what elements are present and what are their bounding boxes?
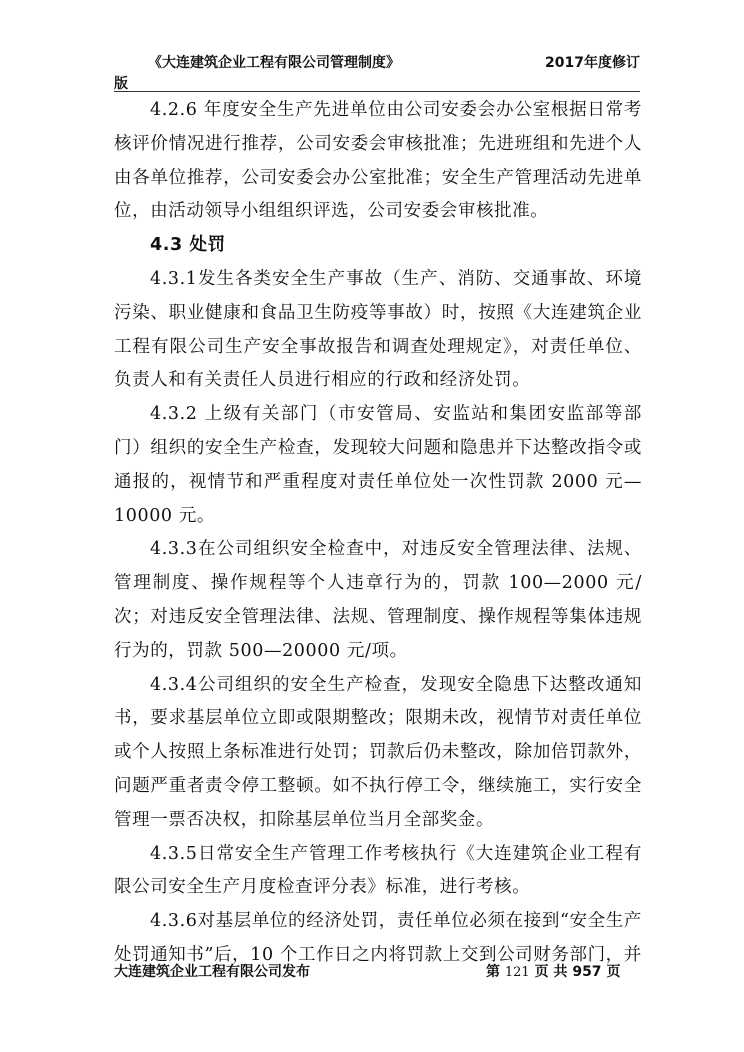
page-prefix: 第 (486, 964, 500, 980)
edition-label: 2017年度修订 (545, 55, 640, 71)
section-heading-4-3: 4.3 处罚 (150, 235, 226, 256)
page-body (114, 94, 642, 973)
paragraph-4-2-6: 4.2.6 年度安全生产先进单位由公司安委会办公室根据日常考核评价情况进行推荐，公司安委会审核批准；先进班组和先进个人由各单位推荐，公司安委会办公室批准；安全生产管理活动先进单位，由活动领导小组组织评选，公司安委会审核批准。 (114, 100, 642, 222)
publisher-label: 大连建筑企业工程有限公司发布 (114, 964, 310, 980)
paragraph-4-3-2: 4.3.2 上级有关部门（市安管局、安监站和集团安监部等部门）组织的安全生产检查，发现较大问题和隐患并下达整改指令或通报的，视情节和严重程度对责任单位处一次性罚款 2000 元—10000 元。 (114, 404, 642, 526)
header-rule (114, 91, 640, 92)
page-number: 121 (504, 965, 530, 980)
page-counter (486, 961, 620, 981)
edition-label-wrap: 版 (114, 76, 128, 92)
page-mid: 页 共 (534, 964, 568, 980)
total-pages: 957 (572, 964, 602, 980)
paragraph-4-3-3: 4.3.3在公司组织安全检查中，对违反安全管理法律、法规、管理制度、操作规程等个人违章行为的，罚款 100—2000 元/次；对违反安全管理法律、法规、管理制度、操作规程等集体违规行为的，罚款 500—20000 元/项。 (114, 539, 642, 661)
paragraph-4-3-1: 4.3.1发生各类安全生产事故（生产、消防、交通事故、环境污染、职业健康和食品卫生防疫等事故）时，按照《大连建筑企业工程有限公司生产安全事故报告和调查处理规定》，对责任单位、负责人和有关责任人员进行相应的行政和经济处罚。 (114, 268, 642, 391)
document-title: 《大连建筑企业工程有限公司管理制度》 (148, 55, 400, 71)
paragraph-4-3-5: 4.3.5日常安全生产管理工作考核执行《大连建筑企业工程有限公司安全生产月度检查评分表》标准，进行考核。 (114, 843, 642, 898)
page-suffix: 页 (606, 964, 621, 980)
paragraph-4-3-6: 4.3.6对基层单位的经济处罚，责任单位必须在接到“安全生产处罚通知书”后，10 个工作日之内将罚款上交到公司财务部门，并 (114, 911, 642, 965)
paragraph-4-3-4: 4.3.4公司组织的安全生产检查，发现安全隐患下达整改通知书，要求基层单位立即或限期整改；限期未改，视情节对责任单位或个人按照上条标准进行处罚；罚款后仍未整改，除加倍罚款外，问题严重者责令停工整顿。如不执行停工令，继续施工，实行安全管理一票否决权，扣除基层单位当月全部奖金。 (114, 674, 642, 830)
page-header (114, 52, 640, 92)
